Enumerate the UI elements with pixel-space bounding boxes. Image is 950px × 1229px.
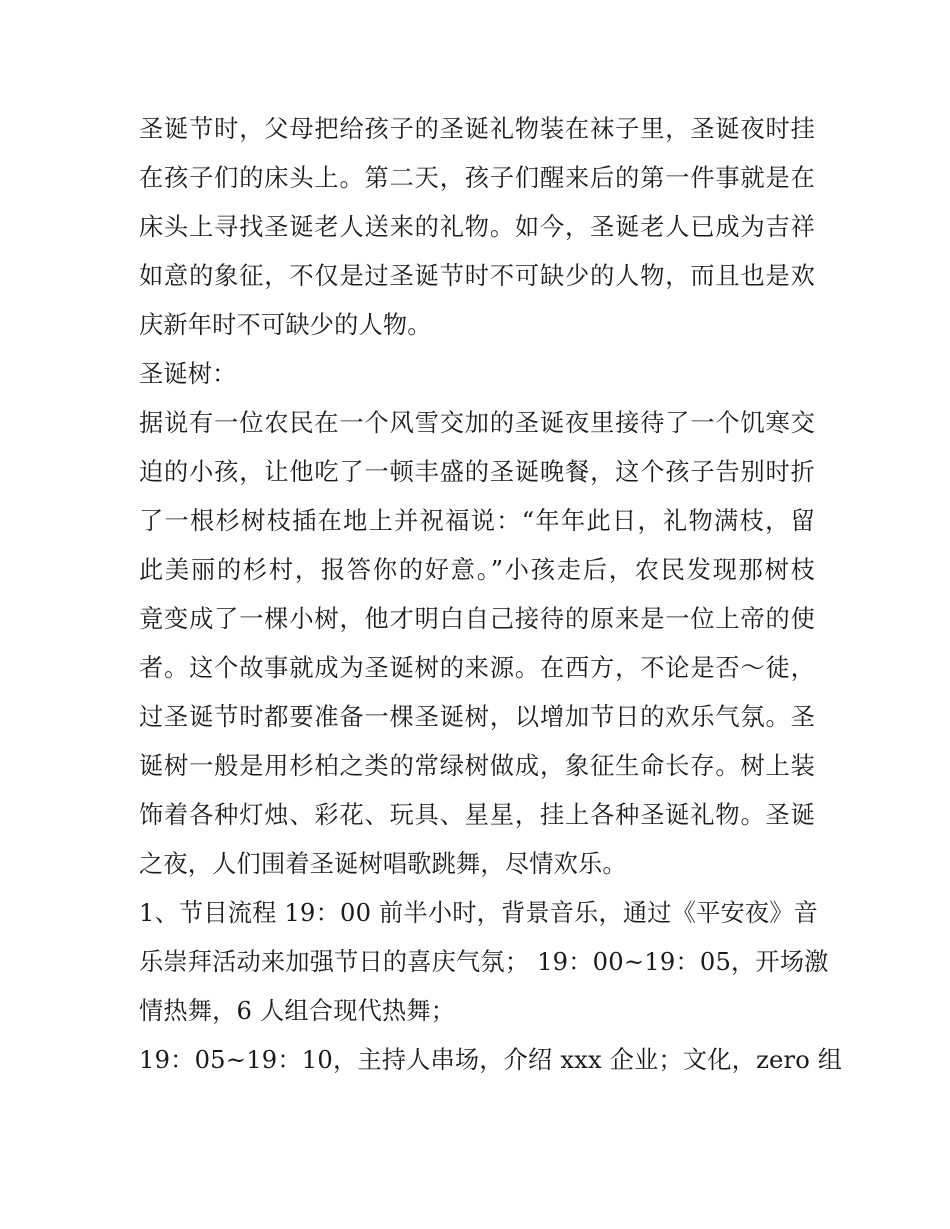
paragraph-line: 饰着各种灯烛、彩花、玩具、星星，挂上各种圣诞礼物。圣诞 (139, 801, 815, 829)
paragraph-line: 如意的象征，不仅是过圣诞节时不可缺少的人物，而且也是欢 (139, 262, 815, 290)
paragraph-line: 了一根杉树枝插在地上并祝福说：“年年此日，礼物满枝，留 (139, 507, 815, 535)
paragraph-line: 庆新年时不可缺少的人物。 (139, 311, 432, 339)
section-heading: 圣诞树： (139, 360, 237, 388)
paragraph-line: 竟变成了一棵小树，他才明白自己接待的原来是一位上帝的使 (139, 605, 815, 633)
paragraph-line: 迫的小孩，让他吃了一顿丰盛的圣诞晚餐，这个孩子告别时折 (139, 458, 815, 486)
paragraph-line: 据说有一位农民在一个风雪交加的圣诞夜里接待了一个饥寒交 (139, 409, 815, 437)
paragraph-line: 在孩子们的床头上。第二天，孩子们醒来后的第一件事就是在 (139, 164, 815, 192)
document-body (139, 108, 843, 1088)
program-line: 19：05~19：10，主持人串场，介绍 xxx 企业；文化，zero 组 (139, 1046, 843, 1074)
program-line: 1、节目流程 19：00 前半小时，背景音乐，通过《平安夜》音 (139, 899, 819, 927)
program-line: 情热舞，6 人组合现代热舞； (139, 997, 456, 1025)
paragraph-line: 诞树一般是用杉柏之类的常绿树做成，象征生命长存。树上装 (139, 752, 815, 780)
paragraph-line: 床头上寻找圣诞老人送来的礼物。如今，圣诞老人已成为吉祥 (139, 213, 815, 241)
paragraph-line: 圣诞节时，父母把给孩子的圣诞礼物装在袜子里，圣诞夜时挂 (139, 115, 815, 143)
program-line: 乐崇拜活动来加强节日的喜庆气氛； 19：00~19：05，开场激 (139, 948, 829, 976)
paragraph-line: 者。这个故事就成为圣诞树的来源。在西方，不论是否～徒， (139, 654, 815, 682)
paragraph-line: 过圣诞节时都要准备一棵圣诞树，以增加节日的欢乐气氛。圣 (139, 703, 815, 731)
paragraph-line: 此美丽的杉村，报答你的好意。”小孩走后，农民发现那树枝 (139, 556, 815, 584)
paragraph-line: 之夜，人们围着圣诞树唱歌跳舞，尽情欢乐。 (139, 850, 627, 878)
